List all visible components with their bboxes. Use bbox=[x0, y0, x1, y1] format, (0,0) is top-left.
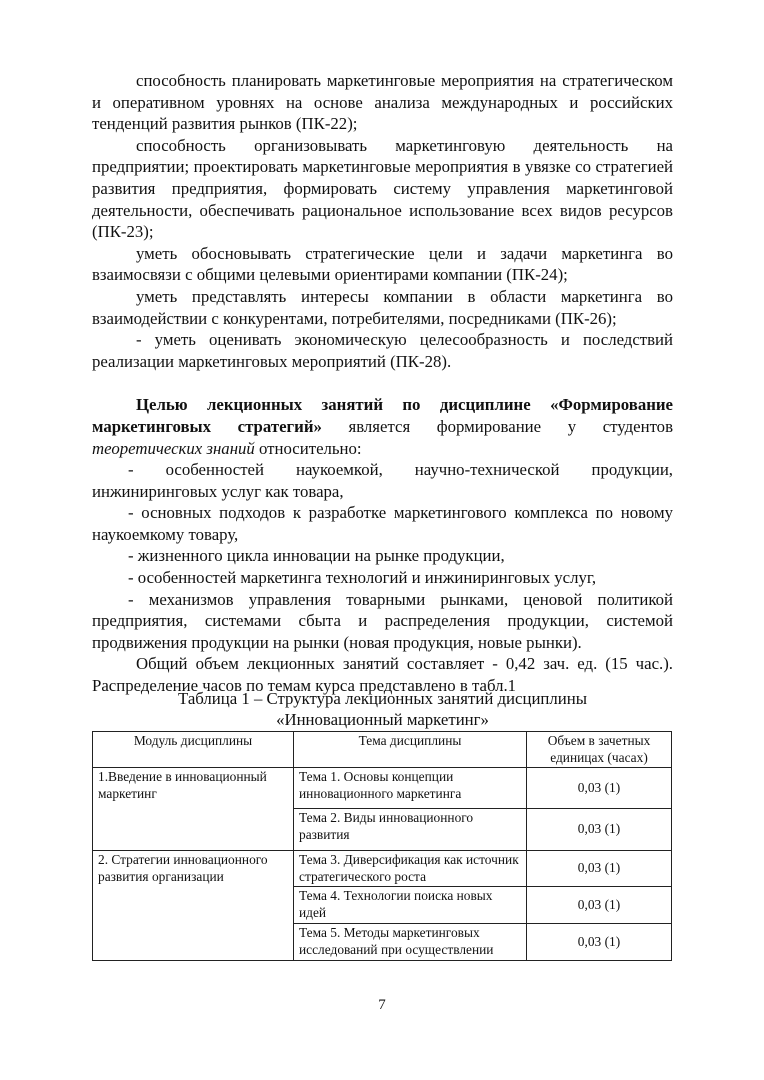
goal-item: - механизмов управления товарными рынками, ценовой политикой предприятия, системами сбыта и распределения продукции, системой продвижения продукции на рынки (новая продукция, новые рынки). bbox=[92, 589, 673, 652]
goal-item: - жизненного цикла инновации на рынке продукции, bbox=[128, 546, 505, 566]
volume-cell: 0,03 (1) bbox=[527, 809, 672, 851]
goal-item: - особенностей маркетинга технологий и инжиниринговых услуг, bbox=[128, 568, 597, 588]
paragraph-gap bbox=[92, 372, 673, 394]
header-topic: Тема дисциплины bbox=[294, 732, 527, 768]
competency-pk28: - уметь оценивать экономическую целесообразность и последствий реализации маркетинговых мероприятий (ПК-28). bbox=[92, 330, 673, 371]
module-cell: 2. Стратегии инновационного развития организации bbox=[93, 851, 294, 961]
table-row bbox=[93, 851, 672, 887]
volume-cell: 0,03 (1) bbox=[527, 851, 672, 887]
table-row bbox=[93, 768, 672, 809]
competency-pk22: способность планировать маркетинговые мероприятия на стратегическом и оперативном уровнях на основе анализа международных и российских тенденций развития рынков (ПК-22); bbox=[92, 71, 673, 134]
header-volume: Объем в зачетных единицах (часах) bbox=[527, 732, 672, 768]
volume-cell: 0,03 (1) bbox=[527, 887, 672, 924]
competency-pk26: уметь представлять интересы компании в области маркетинга во взаимодействии с конкурентами, потребителями, посредниками (ПК-26); bbox=[92, 286, 673, 328]
lecture-goal-italic: теоретических знаний bbox=[92, 438, 255, 458]
page-number: 7 bbox=[378, 997, 386, 1013]
competency-pk23: способность организовывать маркетинговую деятельность на предприятии; проектировать маркетинговые мероприятия в увязке со стратегией развития предприятия, формировать систему управления маркетинговой деятельности, обеспечивать рациональное использование всех видов ресурсов (ПК-23); bbox=[92, 135, 673, 242]
table-caption bbox=[92, 688, 673, 730]
header-module: Модуль дисциплины bbox=[93, 732, 294, 768]
lecture-goal-mid: является формирование у студентов bbox=[321, 416, 673, 436]
lecture-goal-bold: Целью лекционных занятий по дисциплине «Формирование маркетинговых стратегий» bbox=[92, 395, 673, 436]
table-header-row bbox=[93, 732, 672, 768]
competency-pk24: уметь обосновывать стратегические цели и задачи маркетинга во взаимосвязи с общими целевыми ориентирами компании (ПК-24); bbox=[92, 243, 673, 285]
table-caption-line1: Таблица 1 – Структура лекционных занятий дисциплины bbox=[177, 689, 588, 708]
topic-cell: Тема 2. Виды инновационного развития bbox=[294, 809, 527, 851]
topic-cell: Тема 5. Методы маркетинговых исследований при осуществлении bbox=[294, 924, 527, 961]
body-text bbox=[92, 70, 673, 697]
topic-cell: Тема 3. Диверсификация как источник стратегического роста bbox=[294, 851, 527, 887]
lecture-volume-paragraph: Общий объем лекционных занятий составляет - 0,42 зач. ед. (15 час.). Распределение часов по темам курса представлено в табл.1 bbox=[92, 654, 673, 696]
topic-cell: Тема 1. Основы концепции инновационного маркетинга bbox=[294, 768, 527, 809]
volume-cell: 0,03 (1) bbox=[527, 768, 672, 809]
table-caption-line2: «Инновационный маркетинг» bbox=[276, 710, 489, 729]
volume-cell: 0,03 (1) bbox=[527, 924, 672, 961]
goal-item: - особенностей наукоемкой, научно-технической продукции, инжиниринговых услуг как товара, bbox=[92, 460, 673, 501]
lecture-goal-end: относительно: bbox=[254, 438, 362, 458]
lecture-structure-table bbox=[92, 731, 672, 961]
goal-item: - основных подходов к разработке маркетингового комплекса по новому наукоемкому товару, bbox=[92, 503, 673, 544]
topic-cell: Тема 4. Технологии поиска новых идей bbox=[294, 887, 527, 924]
lecture-goal-paragraph bbox=[92, 394, 673, 459]
module-cell: 1.Введение в инновационный маркетинг bbox=[93, 768, 294, 851]
